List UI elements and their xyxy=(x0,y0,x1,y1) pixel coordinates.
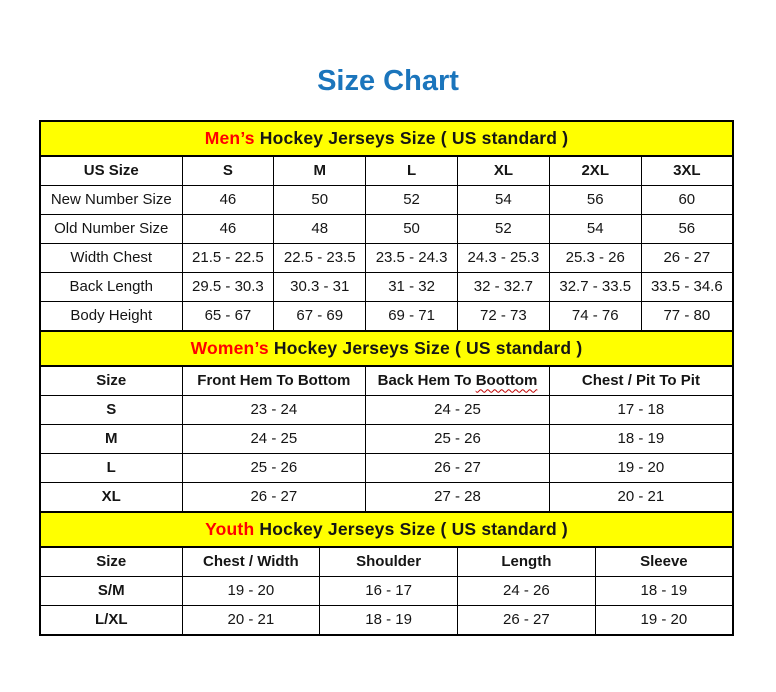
size-cell: 48 xyxy=(274,214,366,243)
womens-section-title-rest: Hockey Jerseys Size ( US standard ) xyxy=(268,337,583,358)
size-cell: 52 xyxy=(366,185,458,214)
column-header: S xyxy=(182,156,274,186)
size-cell: 18 - 19 xyxy=(549,424,733,453)
row-label: S/M xyxy=(40,576,182,605)
mens-section-band xyxy=(40,121,733,156)
size-cell: 50 xyxy=(274,185,366,214)
table-row xyxy=(40,482,733,512)
column-header: US Size xyxy=(40,156,182,186)
size-cell: 20 - 21 xyxy=(549,482,733,512)
table-row xyxy=(40,395,733,424)
column-header: Front Hem To Bottom xyxy=(182,366,366,396)
size-cell: 26 - 27 xyxy=(641,243,733,272)
size-chart-tables xyxy=(39,120,734,636)
size-cell: 18 - 19 xyxy=(595,576,733,605)
size-cell: 54 xyxy=(549,214,641,243)
size-cell: 32 - 32.7 xyxy=(457,272,549,301)
size-cell: 26 - 27 xyxy=(366,453,550,482)
size-cell: 60 xyxy=(641,185,733,214)
size-cell: 27 - 28 xyxy=(366,482,550,512)
size-cell: 24.3 - 25.3 xyxy=(457,243,549,272)
column-header: Chest / Pit To Pit xyxy=(549,366,733,396)
size-cell: 26 - 27 xyxy=(458,605,596,635)
table-row xyxy=(40,605,733,635)
youth-section-title-rest: Hockey Jerseys Size ( US standard ) xyxy=(254,518,568,539)
row-label: Body Height xyxy=(40,301,182,331)
column-header: L xyxy=(366,156,458,186)
row-label: M xyxy=(40,424,182,453)
row-label: XL xyxy=(40,482,182,512)
table-row xyxy=(40,272,733,301)
column-header-misspelled xyxy=(366,366,550,396)
size-cell: 46 xyxy=(182,185,274,214)
size-cell: 77 - 80 xyxy=(641,301,733,331)
mens-header-row xyxy=(40,156,733,186)
size-cell: 29.5 - 30.3 xyxy=(182,272,274,301)
column-header: Length xyxy=(458,547,596,577)
womens-section-title-highlight: Women’s xyxy=(190,337,269,358)
table-row xyxy=(40,576,733,605)
size-cell: 30.3 - 31 xyxy=(274,272,366,301)
size-cell: 65 - 67 xyxy=(182,301,274,331)
mens-section-title-rest: Hockey Jerseys Size ( US standard ) xyxy=(254,127,569,148)
youth-section-title xyxy=(40,512,733,547)
youth-size-table xyxy=(39,511,734,636)
size-cell: 67 - 69 xyxy=(274,301,366,331)
youth-header-row xyxy=(40,547,733,577)
size-cell: 33.5 - 34.6 xyxy=(641,272,733,301)
row-label: Back Length xyxy=(40,272,182,301)
misspelled-word: Boottom xyxy=(475,372,538,390)
womens-header-row xyxy=(40,366,733,396)
size-cell: 19 - 20 xyxy=(595,605,733,635)
column-header: 2XL xyxy=(549,156,641,186)
mens-section-title-highlight: Men’s xyxy=(204,127,255,148)
table-row xyxy=(40,301,733,331)
size-cell: 25.3 - 26 xyxy=(549,243,641,272)
size-cell: 56 xyxy=(549,185,641,214)
size-cell: 19 - 20 xyxy=(182,576,320,605)
column-header: Sleeve xyxy=(595,547,733,577)
size-cell: 25 - 26 xyxy=(182,453,366,482)
size-cell: 19 - 20 xyxy=(549,453,733,482)
youth-section-band xyxy=(40,512,733,547)
size-cell: 24 - 25 xyxy=(366,395,550,424)
womens-section-title xyxy=(40,331,733,366)
size-cell: 21.5 - 22.5 xyxy=(182,243,274,272)
size-cell: 74 - 76 xyxy=(549,301,641,331)
table-row xyxy=(40,424,733,453)
size-cell: 26 - 27 xyxy=(182,482,366,512)
column-header: XL xyxy=(457,156,549,186)
row-label: New Number Size xyxy=(40,185,182,214)
column-header: Size xyxy=(40,547,182,577)
size-cell: 31 - 32 xyxy=(366,272,458,301)
size-cell: 24 - 25 xyxy=(182,424,366,453)
column-header: 3XL xyxy=(641,156,733,186)
size-cell: 16 - 17 xyxy=(320,576,458,605)
table-row xyxy=(40,185,733,214)
row-label: S xyxy=(40,395,182,424)
youth-section-title-highlight: Youth xyxy=(205,518,255,539)
size-cell: 32.7 - 33.5 xyxy=(549,272,641,301)
column-header: Chest / Width xyxy=(182,547,320,577)
size-cell: 50 xyxy=(366,214,458,243)
size-cell: 23.5 - 24.3 xyxy=(366,243,458,272)
page-title: Size Chart xyxy=(317,65,459,97)
size-cell: 20 - 21 xyxy=(182,605,320,635)
size-cell: 72 - 73 xyxy=(457,301,549,331)
size-cell: 54 xyxy=(457,185,549,214)
column-header: Size xyxy=(40,366,182,396)
size-cell: 18 - 19 xyxy=(320,605,458,635)
row-label: L/XL xyxy=(40,605,182,635)
column-header: M xyxy=(274,156,366,186)
row-label: Old Number Size xyxy=(40,214,182,243)
size-cell: 52 xyxy=(457,214,549,243)
column-header-text: Back Hem To xyxy=(377,372,472,390)
size-cell: 17 - 18 xyxy=(549,395,733,424)
table-row xyxy=(40,243,733,272)
table-row xyxy=(40,214,733,243)
size-cell: 24 - 26 xyxy=(458,576,596,605)
column-header: Shoulder xyxy=(320,547,458,577)
size-cell: 69 - 71 xyxy=(366,301,458,331)
size-cell: 46 xyxy=(182,214,274,243)
size-cell: 56 xyxy=(641,214,733,243)
womens-size-table xyxy=(39,330,734,513)
womens-section-band xyxy=(40,331,733,366)
mens-size-table xyxy=(39,120,734,332)
mens-section-title xyxy=(40,121,733,156)
row-label: L xyxy=(40,453,182,482)
size-cell: 22.5 - 23.5 xyxy=(274,243,366,272)
size-cell: 25 - 26 xyxy=(366,424,550,453)
table-row xyxy=(40,453,733,482)
row-label: Width Chest xyxy=(40,243,182,272)
size-cell: 23 - 24 xyxy=(182,395,366,424)
